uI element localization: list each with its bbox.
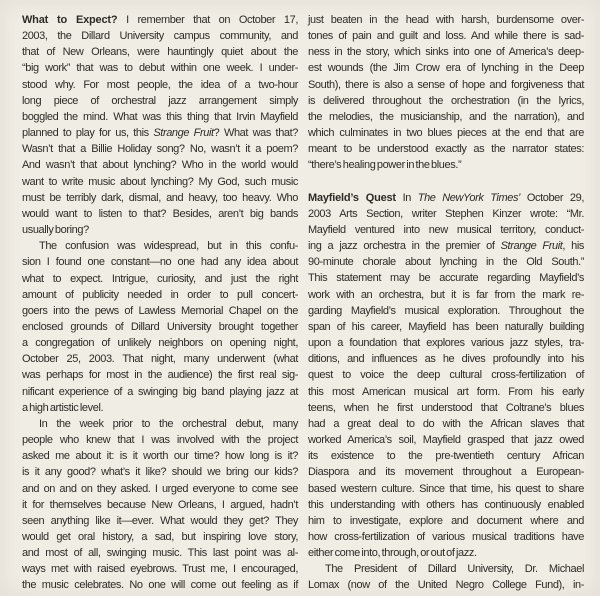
text-line: him to investigate, explore and document where and xyxy=(308,514,584,527)
italic-title: Strange Fruit xyxy=(153,127,214,140)
italic-title: Strange Fruit xyxy=(500,240,563,253)
text-line: ing a jazz orchestra in the premier of Strange Fruit, his xyxy=(308,240,585,253)
text-line: meant to be understood exactly as the narrator states: xyxy=(308,143,584,156)
text-line: goers into the pews of Lawless Memorial Chapel on the xyxy=(22,304,298,317)
text-line: asked me about it: is it worth our time? how long is it? xyxy=(22,450,298,463)
text-line: the music celebrates. No one will come out feeling as if xyxy=(22,579,298,592)
text-line: stood why. For most people, the idea of a two-hour xyxy=(22,78,298,91)
text-line: seen anything like it—ever. What would they get? They xyxy=(22,514,298,527)
text-line: The President of Dillard University, Dr. Michael xyxy=(325,563,584,576)
text-line: Diaspora and its movement throughout a European- xyxy=(308,466,584,479)
text-line: “big work” that was to debut within one week. I under- xyxy=(22,62,298,75)
paragraph xyxy=(308,190,584,562)
text-line: it for themselves because New Orleans, I argued, hadn’t xyxy=(22,498,298,511)
text-line: either come into, through, or out of jazz. xyxy=(308,547,477,560)
run-in-heading: Mayfield’s Quest xyxy=(308,191,396,204)
text-line: want to write music about lynching? My God, such music xyxy=(22,175,298,188)
text-line: sion I found one constant—no one had any idea about xyxy=(22,256,298,269)
text-column-left xyxy=(22,12,298,594)
text-line: a high artistic level. xyxy=(22,401,104,414)
paragraph xyxy=(22,416,298,594)
text-line: nificant experience of a swinging big band playing jazz at xyxy=(22,385,298,398)
text-line: 2003, the Dillard University campus community, and xyxy=(22,30,298,43)
text-line: And wasn’t that about lynching? Who in the world would xyxy=(22,159,298,172)
text-line: based western culture. Since that time, his quest to share xyxy=(308,482,584,495)
paragraph xyxy=(308,12,584,174)
text-line: how cross-fertilization of various musical traditions have xyxy=(308,530,584,543)
text-line: this most American musical art form. From his early xyxy=(308,385,584,398)
text-line: October 25, 2003. That night, many underwent (what xyxy=(22,353,298,366)
text-line: In the week prior to the orchestral debut, many xyxy=(39,417,298,430)
text-line: and most of all, swinging music. This last point was al- xyxy=(22,547,298,560)
text-line: this understanding with others has continuously enabled xyxy=(308,498,584,511)
text-line: which culminates in two blues pieces at the end that are xyxy=(308,127,584,140)
text-line: South), there is also a sense of hope and forgiveness that xyxy=(308,78,584,91)
paragraph xyxy=(22,12,298,238)
text-line: the melodies, the musicianship, and the narration), and xyxy=(308,110,584,123)
text-line: people who knew that I was involved with the project xyxy=(22,434,298,447)
text-line: worked America’s soil, Mayfield grasped that jazz owed xyxy=(308,434,584,447)
text-line: just beaten in the head with harsh, burdensome over- xyxy=(308,14,584,26)
italic-title: The NewYork Times’ xyxy=(417,191,521,204)
text-line: work with an orchestra, but it is far from the mark re- xyxy=(308,288,584,301)
text-line: Lomax (now of the United Negro College Fund), in- xyxy=(308,579,584,592)
text-line: This statement may be accurate regarding Mayfield’s xyxy=(308,272,584,285)
text-line: “there’s healing power in the blues.” xyxy=(308,159,462,172)
paragraph xyxy=(22,238,298,416)
text-line: quest to voice the deep cultural cross-fertilization of xyxy=(308,369,584,382)
text-line: 90-minute chorale about lynching in the Old South.” xyxy=(308,256,584,269)
text-line: Wasn’t that a Billie Holiday song? No, wasn’t it a poem? xyxy=(22,143,298,156)
text-line: was perhaps for most in the audience) the first real sig- xyxy=(22,369,298,382)
text-line: is delivered throughout the orchestration (in the lyrics, xyxy=(308,94,584,107)
paragraph-gap xyxy=(308,174,584,190)
text-line: span of his career, Mayfield has been naturally building xyxy=(308,320,584,333)
paragraph xyxy=(308,561,584,593)
text-line: boggled the mind. What was this thing that Irvin Mayfield xyxy=(22,110,298,123)
text-line: and on and on they asked. I urged everyone to come see xyxy=(22,482,298,495)
text-line: must be terribly dark, dismal, and heavy, too heavy. Who xyxy=(22,191,298,204)
text-line: upon a foundation that explores various jazz styles, tra- xyxy=(308,337,584,350)
text-line: would get oral history, a sad, but inspiring love story, xyxy=(22,531,298,543)
text-line: ness in the story, which sinks into one of America’s deep- xyxy=(308,46,584,59)
text-line: 2003 Arts Section, writer Stephen Kinzer wrote: “Mr. xyxy=(308,207,584,220)
text-line: enclosed grounds of Dillard University brought together xyxy=(22,320,298,333)
text-line: is it any good? what’s it like? should we bring our kids? xyxy=(22,466,298,479)
text-line: that of New Orleans, were hauntingly quiet about the xyxy=(22,46,298,59)
text-line: planned to play for us, this Strange Fruit? What was that? xyxy=(22,127,299,140)
text-line: teens, when he first understood that Coltrane’s blues xyxy=(308,401,584,414)
text-line: Mayfield’s Quest In The NewYork Times’ October 29, xyxy=(308,191,584,204)
text-column-right xyxy=(308,12,584,594)
text-line: what to expect. Intrigue, curiosity, and just the right xyxy=(22,272,298,285)
text-line: ditions, and influences as he dives profoundly into his xyxy=(308,353,584,366)
text-line: garding Mayfield’s musical exploration. Throughout the xyxy=(308,304,584,317)
text-line: a congregation of unlikely neighbors on opening night, xyxy=(22,337,298,350)
text-line: amount of publicity needed in order to pull concert- xyxy=(22,288,298,301)
text-line: would want to listen to that? Besides, aren’t big bands xyxy=(22,207,298,220)
text-line: est wounds (the Jim Crow era of lynching in the Deep xyxy=(308,62,584,75)
run-in-heading: What to Expect? xyxy=(22,14,118,26)
text-line: What to Expect? I remember that on October 17, xyxy=(22,14,298,26)
text-line: had a great deal to do with the African slaves that xyxy=(308,417,584,430)
text-line: usually boring? xyxy=(22,224,89,237)
text-line: ways met with raised eyebrows. Trust me, I encouraged, xyxy=(22,563,298,576)
text-line: long piece of orchestral jazz arrangement simply xyxy=(22,94,298,107)
text-line: tones of pain and guilt and loss. And while there is sad- xyxy=(308,30,584,43)
text-line: its existence to the pre-twentieth century African xyxy=(308,450,584,463)
text-line: Mayfield ventured into new musical territory, conduct- xyxy=(308,224,584,237)
text-line: The confusion was widespread, but in this confu- xyxy=(39,240,298,253)
